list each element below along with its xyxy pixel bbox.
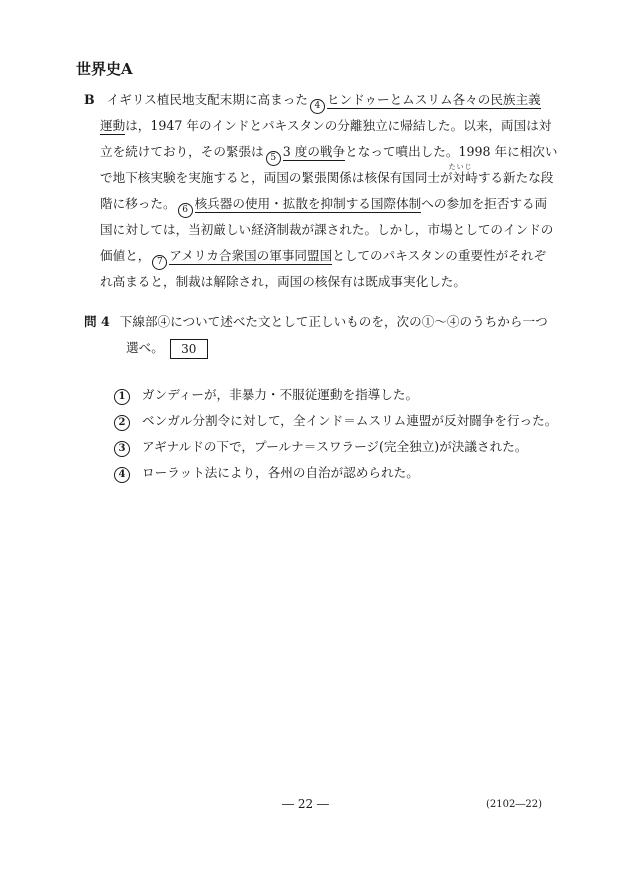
choice-number: 2 [114,415,130,431]
ruby-word [448,163,478,188]
question-line [84,312,554,338]
answer-number-box: 30 [170,339,208,359]
choice-number: 1 [114,389,130,405]
passage-line [84,163,554,194]
passage-text: する新たな段 [477,170,554,185]
underline-marker-7: 7 [152,255,167,270]
passage-text: れ高まると，制裁は解除され，両国の核保有は既成事実化した。 [100,274,466,289]
passage-line [84,90,544,116]
passage-line [84,220,554,246]
passage-line [84,272,544,298]
page-title: 世界史A [76,60,133,78]
section-label: B [84,92,95,107]
choice-item [114,411,557,437]
choice-text: アギナルドの下で，プールナ＝スワラージ(完全独立)が決議された。 [142,439,528,454]
passage-text: としてのパキスタンの重要性がそれぞ [332,248,547,263]
passage-line [84,116,552,142]
passage-text: イギリス植民地支配末期に高まった [106,92,308,107]
question-text: 選べ。 [126,340,164,355]
passage-text: は，1947 年のインドとパキスタンの分離独立に帰結した。以来，両国は対 [125,118,552,133]
choice-item [114,385,557,411]
passage-text: 価値と， [100,248,151,263]
underline-marker-6: 6 [178,203,193,218]
page-number: ― 22 ― [282,797,329,811]
passage-text: 階に移った。 [100,196,176,211]
ruby-reading: たいじ [448,163,473,171]
question-label: 問 4 [84,314,110,329]
passage-text: となって噴出した。1998 年に相次い [345,144,558,159]
choice-text: ローラット法により，各州の自治が認められた。 [142,465,419,480]
question-line [84,338,554,364]
choice-number: 3 [114,441,130,457]
choice-item [114,463,557,489]
underline-marker-4: 4 [310,99,325,114]
answer-choices [114,385,557,489]
choice-text: ベンガル分割令に対して，全インド＝ムスリム連盟が反対闘争を行った。 [142,413,558,428]
choice-text: ガンディーが，非暴力・不服従運動を指導した。 [142,387,419,402]
passage-text: で地下核実験を実施すると，両国の緊張関係は核保有国同士が [100,170,453,185]
passage-line [84,246,547,272]
choice-item [114,437,557,463]
ruby-base: 対峙 [452,170,478,185]
passage-line [84,142,558,168]
passage-line [84,194,548,220]
passage-text: 国に対しては，当初厳しい経済制裁が課された。しかし，市場としてのインドの [100,222,554,237]
underlined-phrase-6: 核兵器の使用・拡散を抑制する国際体制 [194,196,422,211]
underlined-phrase-4-cont: 運動 [100,118,126,133]
document-code: (2102―22) [486,799,542,810]
choice-number: 4 [114,467,130,483]
underlined-phrase-7: アメリカ合衆国の軍事同盟国 [169,248,333,263]
passage-b [84,90,558,298]
underlined-phrase-4: ヒンドゥーとムスリム各々の民族主義 [326,92,541,107]
question-4 [84,312,554,364]
passage-text: 立を続けており，その緊張は [100,144,264,159]
underline-marker-5: 5 [266,151,281,166]
passage-text: への参加を拒否する両 [421,196,548,211]
underlined-phrase-5: 3 度の戦争 [282,144,346,159]
question-text: 下線部④について述べた文として正しいものを，次の①～④のうちから一つ [119,314,548,329]
